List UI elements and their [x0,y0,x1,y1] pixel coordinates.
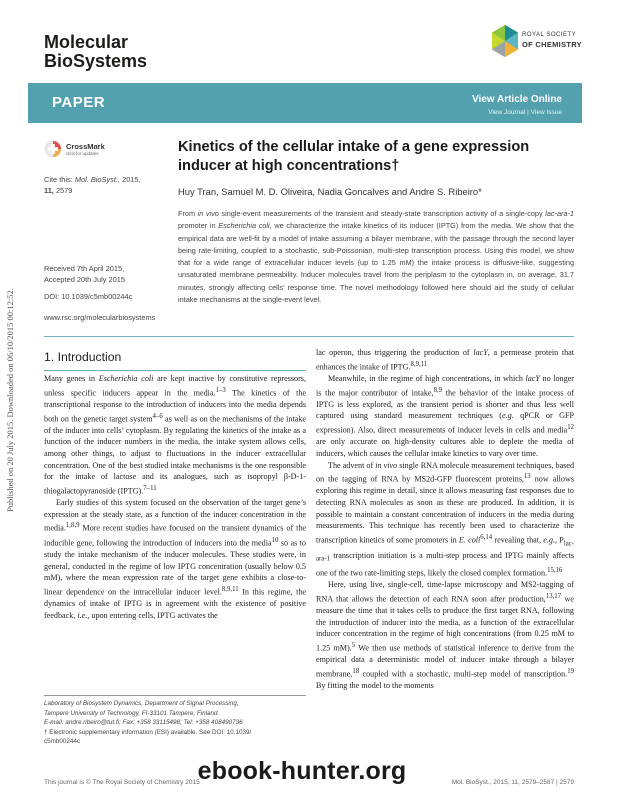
journal-website[interactable]: www.rsc.org/molecularbiosystems [44,313,156,322]
publisher-logo [490,18,582,66]
copyright: This journal is © The Royal Society of Chemistry 2015 [44,779,200,786]
citation [44,174,141,196]
journal-links [488,109,562,116]
crossmark-badge[interactable] [44,140,106,160]
link-separator: | [525,109,531,116]
journal-title [44,33,147,71]
crossmark-sublabel: click for updates [66,151,99,156]
view-article-online-link[interactable]: View Article Online [471,94,562,105]
watermark: ebook-hunter.org [197,757,407,785]
heading-underline [44,370,306,371]
publisher-name-line2: OF CHEMISTRY [522,40,582,49]
article-title: Kinetics of the cellular intake of a gene expression inducer at high concentrations† [178,139,530,174]
paragraph: Many genes in Escherichia coli are kept inactive by constitutive repressors, unless specific inducers appear in the media.$^{1-3}$ The kinetics of the transcriptional response to the introduction of inducers into the media depends both on the genetic target system$^{4-6}$ as well as on the mechanisms of the intake of the inducer into cells’ cytoplasm. By regulating the kinetics of the intake as a function of the inducer numbers in the media, the intake system allows cells, among other things, to adjust to fluctuations in the inducer extracellular concentration. One of the best studied intake mechanisms is the one responsible for the intake of lactose and its analogues, such as isopropyl β-D-1-thiogalactopyranoside (IPTG).$^{7-11}$ [44,374,306,496]
cite-volume: 11, [44,186,54,195]
esi-note-doi: c5mb00244c [44,738,81,745]
article-type: PAPER [52,94,106,111]
affiliation-line1: Laboratory of Biosystem Dynamics, Department of Signal Processing, [44,700,239,707]
section-divider [44,336,574,337]
contact-info: E-mail: andre.ribeiro@tut.fi; Fax: +358 33115498; Tel: +358 408490736 [44,719,243,726]
cite-pages: 2579 [55,186,73,195]
esi-note: † Electronic supplementary information (ESI) available. See DOI: 10.1039/ [44,728,252,736]
abstract: From in vivo single-event measurements of the transient and steady-state transcription activity of a single-copy lac-ara-1 promoter in Escherichia coli, we characterize the intake kinetics of its inducer (IPTG) from the media. We show that the empirical data are well-fit by a model of intake assuming a bilayer membrane, with the passage through the second layer being rate-limiting, coupled to a stochastic, sub-Poissonian, multi-step transcription process. Using this model, we show that for a wide range of extracellular inducer levels (up to 1.25 mM) the intake process is diffusive-like, suggesting unsaturated membrane permeability. Inducer molecules travel from the periplasm to the cytoplasm in, on average, 31.7 minutes, strongly affecting cells’ response time. The novel methodology followed here should aid the study of cellular intake mechanisms at the single-event level. [178,209,574,305]
body-column-left [44,373,306,621]
publication-notice: Published on 20 July 2015. Downloaded on 06/10/2015 00:12:52. [5,288,15,512]
cite-journal: Mol. BioSyst., [74,175,121,184]
article-type-banner [28,83,582,123]
author-list: Huy Tran, Samuel M. D. Oliveira, Nadia Goncalves and Andre S. Ribeiro* [178,186,482,197]
paragraph: The advent of in vivo single RNA molecule measurement techniques, based on the tagging of RNA by MS2d-GFP fluorescent proteins,$^{13}$ now allows exploring this regime in detail, since it allows measuring fast responses due to detecting RNA molecules as soon as these are produced. In addition, it is possible to maintain a constant concentration of inducers in the media during measurements. This technique has recently been used to characterize the transcription kinetics of some promoters in E. coli$^{6,14}$ revealing that, e.g., $P_{lac-ara-1}$ transcription initiation is a multi-step process and IPTG mainly affects one of the two rate-limiting steps, likely the closed complex formation.$^{15,16}$ [316,460,575,578]
section-heading: 1. Introduction [44,350,122,364]
cite-year: 2015, [122,175,141,184]
page-citation: Mol. BioSyst., 2015, 11, 2579–2587 | 2579 [451,779,574,786]
received-date: Received 7th April 2015, [44,264,125,273]
doi[interactable]: DOI: 10.1039/c5mb00244c [44,292,133,301]
footnote [44,699,306,747]
cite-label: Cite this: [44,175,73,184]
paragraph: Early studies of this system focused on the observation of the target gene’s expression at the steady state, as a function of the inducer concentration in the media.$^{1,8,9}$ More recent studies have focused on the transient dynamics of the inducible gene, following the introduction of inducers into the media$^{10}$ so as to study the intake mechanism of the inducer molecules. These studies were, in general, conducted in the regime of low IPTG concentration (usually below 0.5 mM), where the mean expression rate of the target gene exhibits a close-to-linear dependence on the intracellular inducer level.$^{8,9,11}$ In this regime, the dynamics of intake of IPTG is in agreement with the existence of positive feedback, i.e., upon entering cells, IPTG activates the [44,498,306,620]
side-margin [3,240,17,560]
footnote-rule [44,695,306,696]
journal-title-line1: Molecular [44,32,129,52]
accepted-date: Accepted 20th July 2015 [44,275,125,284]
view-journal-link[interactable]: View Journal [488,109,526,116]
rsc-hexagon-icon [490,24,520,58]
view-issue-link[interactable]: View Issue [530,109,562,116]
article-dates [44,263,125,285]
crossmark-icon [44,140,62,158]
paragraph: Here, using live, single-cell, time-lapse microscopy and MS2-tagging of RNA that allows the detection of each RNA soon after production,$^{13,17}$ we measure the time that it takes cells to produce the first target RNA, following the introduction of inducer into the media, as a function of the extracellular inducer concentration in the regime of high concentrations (from 0.25 mM to 1.25 mM).$^5$ We then use methods of statistical inference to derive from the empirical data a deterministic model of inducer intake through a bilayer membrane,$^{18}$ coupled with a stochastic, multi-step model of transcription.$^{19}$ By fitting the model to the moments [316,580,575,691]
crossmark-label: CrossMark [66,142,105,151]
paragraph: lac operon, thus triggering the production of lacY, a permease protein that enhances the intake of IPTG.$^{8,9,11}$ [316,348,574,372]
journal-title-line2: BioSystems [44,51,148,71]
publisher-name-line1: ROYAL SOCIETY [522,32,577,38]
body-column-right [316,347,574,692]
paragraph: Meanwhile, in the regime of high concentrations, in which lacY no longer is the major contributor of intake,$^{8,9}$ the behavior of the intake process of IPTG is less explored, as the transient period is shorter and thus less well captured using standard measurement techniques (e.g. qPCR or GFP expression). Also, direct measurements of inducer levels in cells and media$^{12}$ are only accurate on high-density cultures able to deplete the media of inducers, which causes the cellular intake kinetics to vary over time. [316,373,575,458]
affiliation-line2: Tampere University of Technology, FI-33101 Tampere, Finland. [44,709,220,717]
